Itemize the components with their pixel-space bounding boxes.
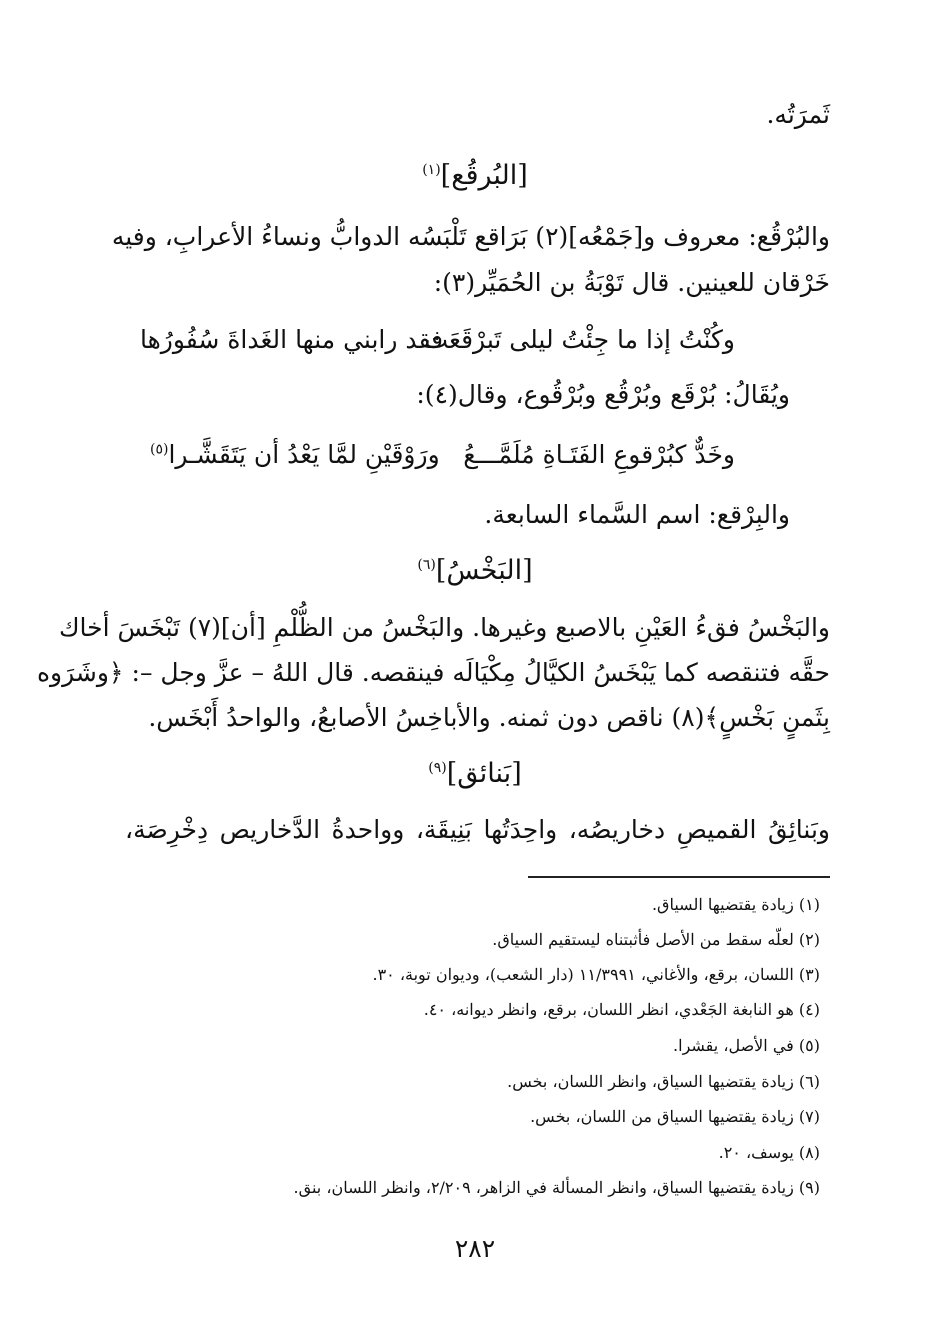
footnote: (٣) اللسان، برقع، والأغاني، ١١/٣٩٩١ (دار الشعب)، وديوان توبة، ٣٠.	[372, 965, 820, 984]
text-line-continuation: ثَمرَتُه.	[766, 100, 830, 129]
footnote-ref: (٩)	[428, 760, 447, 776]
footnote: (٢) لعلّه سقط من الأصل فأثبتناه ليستقيم السياق.	[492, 930, 820, 949]
verse-hemistich-first: وخَدٌّ كبُرْقوعِ الفَتَـاةِ مُلَمَّـــعُ	[463, 440, 735, 469]
entry-heading-bakhs	[0, 555, 950, 586]
verse-hemistich-first: وكُنْتُ إذا ما جِئْتُ ليلى تَبرْقَعَت	[424, 325, 735, 354]
verse-text: ورَوْقَيْنِ لمَّا يَعْدُ أن يَتَقَشَّـرا	[168, 440, 440, 469]
footnote: (٥) في الأصل، يقشرا.	[673, 1036, 820, 1055]
footnote: (٨) يوسف، ٢٠.	[718, 1143, 820, 1162]
verse-hemistich-second: فقد رابني منها الغَداةَ سُفُورُها	[140, 325, 444, 354]
footnote: (١) زيادة يقتضيها السياق.	[651, 895, 820, 914]
entry-heading-banaiq	[0, 758, 950, 789]
paragraph-line: بِثَمنٍ بَخْسٍ﴾(٨) ناقص دون ثمنه. والأباخِسُ الأصابعُ، والواحدُ أَبْخَس.	[148, 703, 830, 732]
footnote: (٩) زيادة يقتضيها السياق، وانظر المسألة في الزاهر، ٢/٢٠٩، وانظر اللسان، بنق.	[293, 1178, 820, 1197]
footnote-ref: (٥)	[150, 441, 169, 458]
heading-text: [بَنائق]	[446, 758, 522, 789]
paragraph-line: والبَخْسُ فقءُ العَيْنِ بالاصبع وغيرها. والبَخْسُ من الظُّلْمِ [أن](٧) تَبْخَسَ أخاك	[58, 613, 830, 642]
paragraph-line: والبُرْقُع: معروف و[جَمْعُه](٢) بَرَاقع تَلْبَسُه الدوابُّ ونساءُ الأعرابِ، وفيه	[111, 222, 830, 251]
footnote: (٤) هو النابغة الجَعْدي، انظر اللسان، برقع، وانظر ديوانه، ٤٠.	[423, 1000, 820, 1019]
heading-text: [البَخْسُ]	[435, 555, 533, 586]
page-number: ٢٨٢	[454, 1234, 496, 1263]
footnote: (٧) زيادة يقتضيها السياق من اللسان، بخس.	[530, 1107, 820, 1126]
footnote: (٦) زيادة يقتضيها السياق، وانظر اللسان، بخس.	[507, 1072, 820, 1091]
footnote-separator	[528, 876, 830, 878]
entry-heading-burqu	[0, 160, 950, 191]
paragraph-line: وبَنائِقُ القميصِ دخاريصُه، واحِدَتُها بَنِيقَة، وواحدةُ الدَّخاريص دِخْرِصَة،	[125, 815, 830, 844]
paragraph-line: حقَّه فتنقصه كما يَبْخَسُ الكيَّالُ مِكْيَالَه فينقصه. قال اللهُ – عزَّ وجل –: ﴿وشَرَوه	[36, 658, 830, 687]
paragraph-line: والبِرْقع: اسم السَّماء السابعة.	[484, 500, 790, 529]
paragraph-line: خَرْقان للعينين. قال تَوْبَةُ بن الحُمَيِّر(٣):	[433, 268, 830, 297]
heading-text: [البُرقُع]	[440, 160, 528, 191]
paragraph-line: ويُقَالُ: بُرْقَع وبُرْقُع وبُرْقُوع، وقال(٤):	[416, 380, 790, 409]
verse-hemistich-second	[150, 440, 440, 469]
footnote-ref: (١)	[422, 162, 441, 178]
footnote-ref: (٦)	[417, 557, 436, 573]
